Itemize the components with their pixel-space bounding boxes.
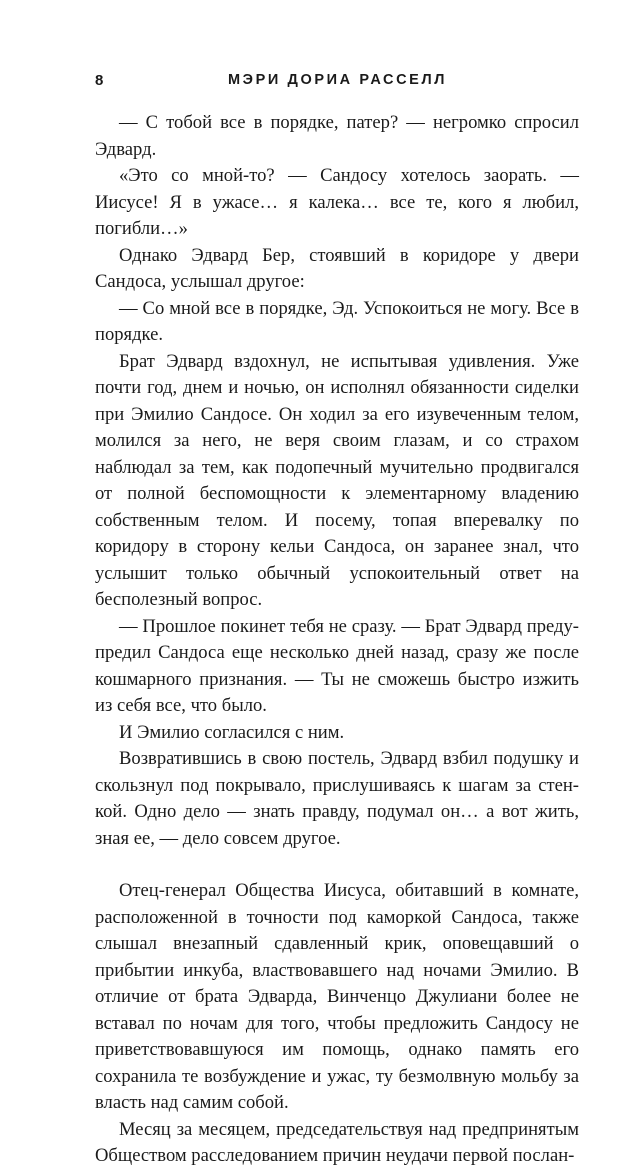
paragraph: «Это со мной-то? — Сандосу хотелось заорать. — Иисусе! Я в ужасе… я калека… все те, кого я любил, погибли…» <box>95 165 579 239</box>
paragraph: И Эмилио согласился с ним. <box>119 721 345 743</box>
paragraph: — Прошлое покинет тебя не сразу. — Брат Эдвард предупредил Сандоса еще несколько дней назад, сразу же после кошмарного признания. — Ты не сможешь быстро изжить из себя все, что было. <box>95 615 579 716</box>
paragraph: — С тобой все в порядке, патер? — негромко спросил Эдвард. <box>95 112 579 160</box>
section-break <box>95 852 579 878</box>
running-head <box>95 72 580 96</box>
paragraph: — Со мной все в порядке, Эд. Успокоиться не могу. Все в порядке. <box>95 297 579 345</box>
paragraph: Месяц за месяцем, председательствуя над предпринятым Обществом расследованием причин неудачи первой послан- <box>95 1118 579 1166</box>
paragraph: Брат Эдвард вздохнул, не испытывая удивления. Уже почти год, днем и ночью, он исполнял обязанности сиделки при Эмилио Сандосе. Он ходил за его изувеченным телом, молился за него, не веря своим глазам, и со страхом наблюдал за тем, как подопечный мучительно продвигался от полной беспомощности к элементарному владению собственным телом. И посему, топая вперевалку по коридору в сторону кельи Сандоса, он заранее знал, что услышит только обычный успокоительный ответ на бесполезный вопрос. <box>95 350 579 610</box>
page-number: 8 <box>95 72 105 89</box>
paragraph: Возвратившись в свою постель, Эдвард взбил подушку и скользнул под покрывало, прислушиваясь к шагам за стенкой. Одно дело — знать правду, подумал он… а вот жить, зная ее, — дело совсем другое. <box>95 748 579 849</box>
body-text <box>95 110 579 1170</box>
paragraph: Отец-генерал Общества Иисуса, обитавший в комнате, расположенной в точности под каморкой Сандоса, также слышал внезапный сдавленный крик, оповещавший о прибытии инкуба, властвовавшего над ночами Эмилио. В отличие от брата Эдварда, Винченцо Джулиани более не вставал по ночам для того, чтобы предложить Сандосу не приветствовавшуюся им помощь, однако память его сохранила те возбуждение и ужас, ту безмолвную мольбу за власть над самим собой. <box>95 880 579 1113</box>
book-author: МЭРИ ДОРИА РАССЕЛЛ <box>228 72 447 88</box>
paragraph: Однако Эдвард Бер, стоявший в коридоре у двери Сандоса, услышал другое: <box>95 244 579 292</box>
